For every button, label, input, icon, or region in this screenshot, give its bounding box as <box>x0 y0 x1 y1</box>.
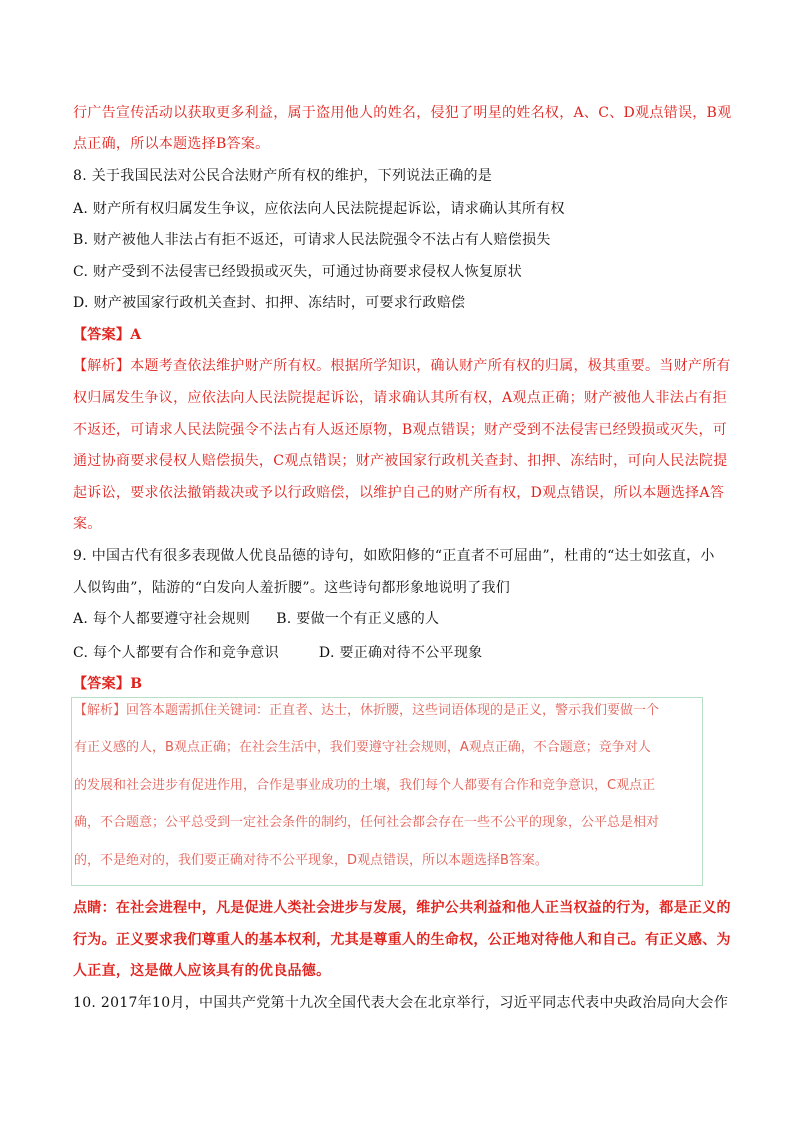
question-8-analysis-line: 【解析】本题考查依法维护财产所有权。根据所学知识，确认财产所有权的归属，极其重要。当财产所有 <box>73 358 731 374</box>
question-8-option-d: D. 财产被国家行政机关查封、扣押、冻结时，可要求行政赔偿 <box>73 295 466 311</box>
question-9-options-row <box>73 643 733 663</box>
question-9-analysis-line: 的发展和社会进步有促进作用，合作是事业成功的土壤，我们每个人都要有合作和竞争意识，C观点正 <box>74 778 656 793</box>
question-9-comment-line: 行为。正义要求我们尊重人的基本权利，尤其是尊重人的生命权，公正地对待他人和自己。有正义感、为 <box>73 932 731 948</box>
question-8-analysis-line: 不返还，可请求人民法院强令不法占有人返还原物，B观点错误；财产受到不法侵害已经毁损或灭失，可 <box>73 422 728 438</box>
question-8-analysis-line: 通过协商要求侵权人赔偿损失，C观点错误；财产被国家行政机关查封、扣押、冻结时，可向人民法院提 <box>73 453 728 469</box>
question-9-option-c: C. 每个人都要有合作和竞争意识 <box>73 645 279 661</box>
question-9-analysis-line: 【解析】回答本题需抓住关键词：正直者、达士，休折腰，这些词语体现的是正义，警示我们要做一个 <box>74 703 660 718</box>
prev-analysis-line: 点正确，所以本题选择B答案。 <box>73 136 270 152</box>
question-9-analysis-box <box>71 697 703 886</box>
question-9-options-row <box>73 609 733 629</box>
question-9-stem-line: 人似钩曲”，陆游的“白发向人羞折腰”。这些诗句都形象地说明了我们 <box>73 580 511 596</box>
question-9-comment-line: 点睛：在社会进程中，凡是促进人类社会进步与发展，维护公共利益和他人正当权益的行为，都是正义的 <box>73 900 731 916</box>
question-9-answer: 【答案】B <box>73 676 143 692</box>
question-8-analysis-line: 起诉讼，要求依法撤销裁决或予以行政赔偿，以维护自己的财产所有权，D观点错误，所以本题选择A答 <box>73 485 725 501</box>
question-8-option-b: B. 财产被他人非法占有拒不返还，可请求人民法院强令不法占有人赔偿损失 <box>73 232 551 248</box>
question-10-stem: 10. 2017年10月，中国共产党第十九次全国代表大会在北京举行，习近平同志代表中央政治局向大会作 <box>73 995 729 1011</box>
question-8-stem: 8. 关于我国民法对公民合法财产所有权的维护，下列说法正确的是 <box>73 168 493 184</box>
question-9-analysis-line: 确，不合题意；公平总受到一定社会条件的制约，任何社会都会存在一些不公平的现象，公平总是相对 <box>74 815 660 830</box>
question-9-option-a: A. 每个人都要遵守社会规则 <box>73 611 251 627</box>
question-8-analysis-line: 案。 <box>73 516 102 532</box>
question-9-analysis-line: 有正义感的人，B观点正确；在社会生活中，我们要遵守社会规则，A观点正确，不合题意；竞争对人 <box>74 740 651 755</box>
question-8-option-c: C. 财产受到不法侵害已经毁损或灭失，可通过协商要求侵权人恢复原状 <box>73 264 523 280</box>
question-9-analysis-line: 的，不是绝对的，我们要正确对待不公平现象，D观点错误，所以本题选择B答案。 <box>74 853 548 868</box>
question-9-comment-line: 人正直，这是做人应该具有的优良品德。 <box>73 963 331 979</box>
question-9-option-d: D. 要正确对待不公平现象 <box>318 645 483 661</box>
question-8-option-a: A. 财产所有权归属发生争议，应依法向人民法院提起诉讼，请求确认其所有权 <box>73 201 565 217</box>
question-9-option-b: B. 要做一个有正义感的人 <box>276 611 440 627</box>
question-8-analysis-line: 权归属发生争议，应依法向人民法院提起诉讼，请求确认其所有权，A观点正确；财产被他人非法占有拒 <box>73 390 727 406</box>
prev-analysis-line: 行广告宣传活动以获取更多利益，属于盗用他人的姓名，侵犯了明星的姓名权，A、C、D观点错误，B观 <box>73 105 732 121</box>
question-8-answer: 【答案】A <box>73 327 142 343</box>
question-9-stem-line: 9. 中国古代有很多表现做人优良品德的诗句，如欧阳修的“正直者不可屈曲”，杜甫的“达士如弦直，小 <box>73 548 715 564</box>
